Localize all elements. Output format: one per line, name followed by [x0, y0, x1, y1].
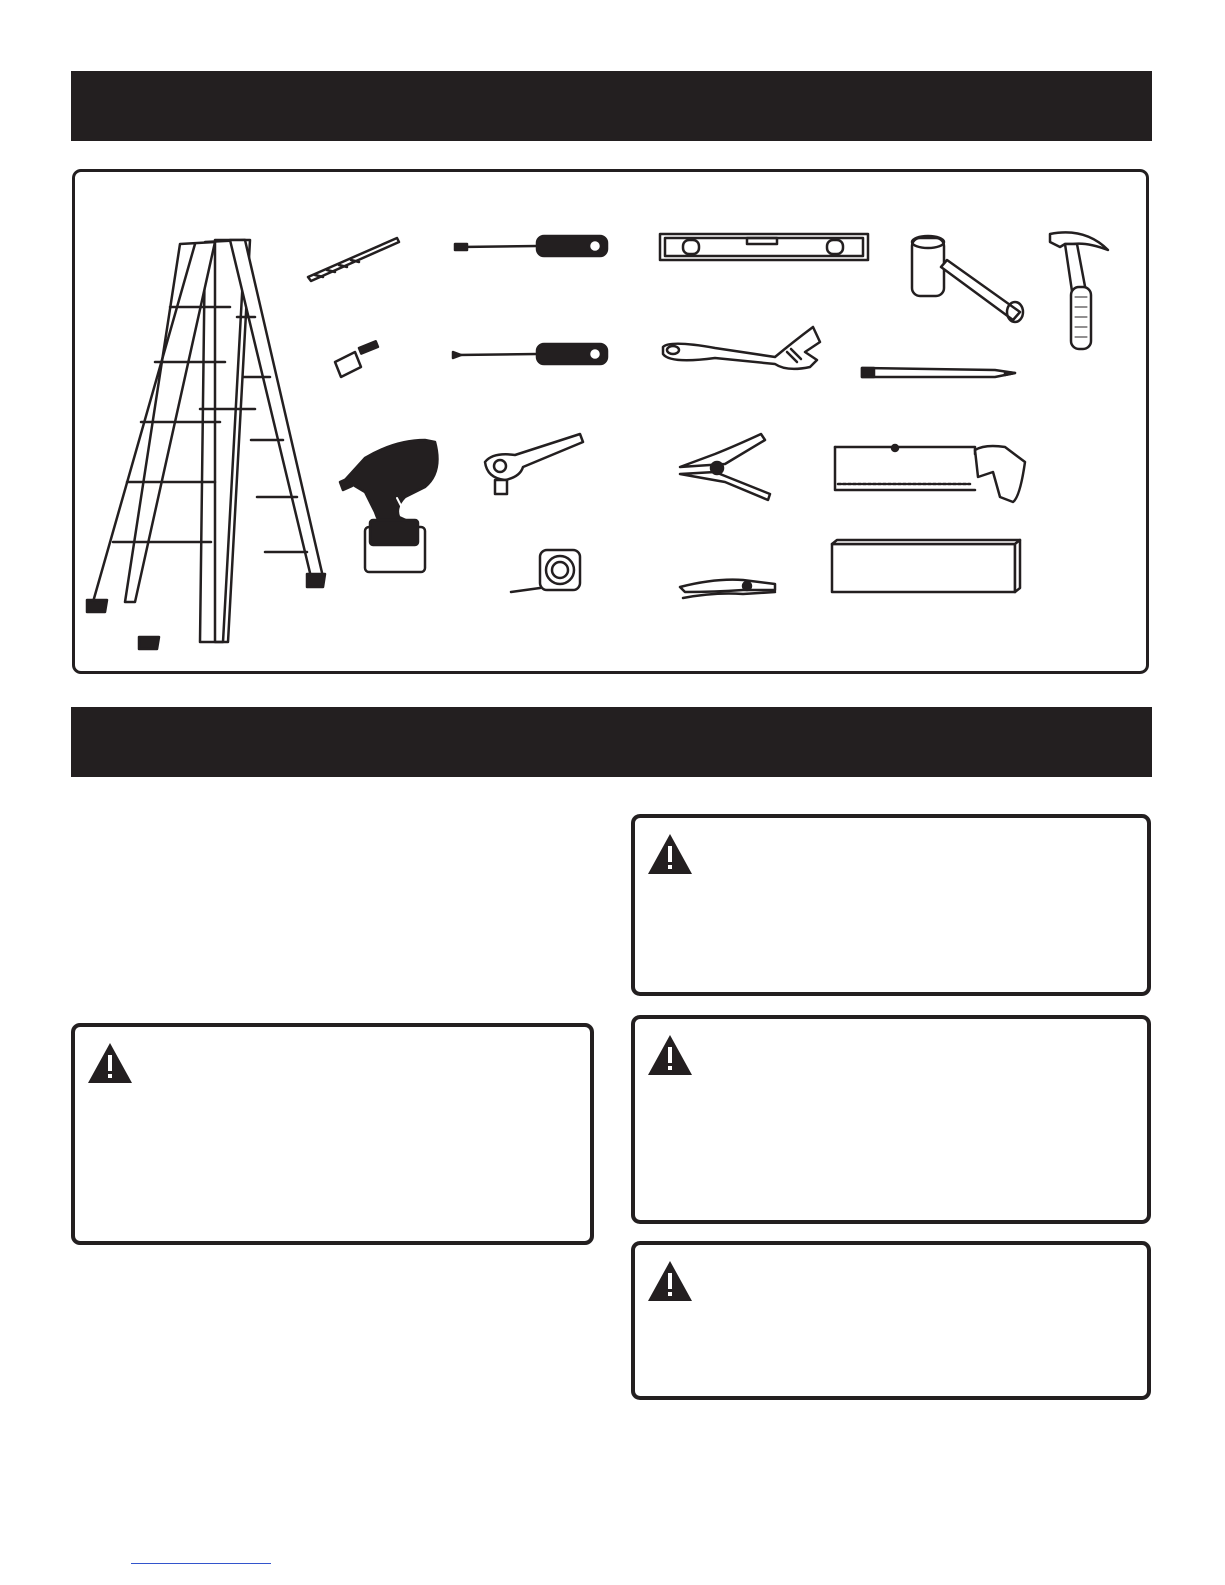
warning-box — [71, 1023, 594, 1245]
pencil-icon — [862, 368, 1015, 377]
cordless-drill-icon — [340, 440, 437, 572]
adjustable-wrench-icon — [663, 327, 820, 369]
claw-hammer-icon — [1050, 232, 1108, 349]
ladder-icon — [87, 240, 325, 649]
mallet-icon — [912, 236, 1023, 322]
nut-driver-icon — [335, 341, 378, 377]
tools-panel — [72, 169, 1149, 674]
phillips-screwdriver-icon — [453, 344, 607, 364]
flat-screwdriver-icon — [455, 236, 607, 256]
level-icon — [660, 234, 868, 260]
section-header-installation — [71, 707, 1152, 777]
warning-triangle-icon — [646, 1033, 694, 1077]
warning-box — [631, 1241, 1151, 1400]
tape-measure-icon — [511, 550, 580, 592]
footer-link-underline[interactable] — [131, 1563, 271, 1564]
warning-triangle-icon — [646, 1259, 694, 1303]
warning-triangle-icon — [646, 832, 694, 876]
warning-box — [631, 814, 1151, 996]
section-header-tools — [71, 71, 1152, 141]
wood-block-icon — [832, 540, 1020, 592]
hacksaw-icon — [835, 445, 1025, 502]
pliers-icon — [680, 580, 775, 598]
drill-bit-icon — [308, 238, 399, 281]
warning-box — [631, 1015, 1151, 1224]
ratchet-icon — [485, 434, 583, 494]
wire-stripper-icon — [680, 434, 770, 500]
warning-triangle-icon — [86, 1041, 134, 1085]
